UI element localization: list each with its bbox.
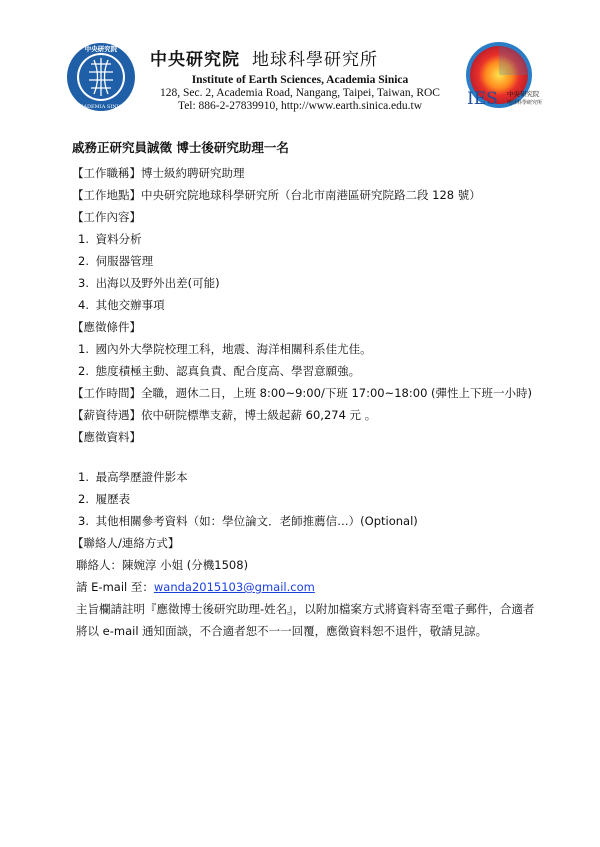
content-heading: 【工作內容】 xyxy=(72,210,141,224)
application-note: 主旨欄請註明『應徵博士後研究助理-姓名』，以附加檔案方式將資料寄至電子郵件，合適者將以 e-mail 通知面談，不合適者恕不一一回覆，應徵資料恕不退件，敬請見諒。 xyxy=(76,602,535,638)
list-item: 2. 履歷表 xyxy=(78,492,131,506)
location-value: 中央研究院地球科學研究所（台北市南港區研究院路二段 128 號） xyxy=(141,188,481,202)
list-item: 1. 資料分析 xyxy=(78,232,142,246)
page-title: 戚務正研究員誠徵 博士後研究助理一名 xyxy=(72,140,289,155)
list-item: 1. 國內外大學院校理工科，地震、海洋相關科系佳尤佳。 xyxy=(78,342,372,356)
email-prefix: 請 E-mail 至： xyxy=(76,580,154,594)
ies-text-line1: 中央研究院 xyxy=(507,90,540,98)
email-link[interactable]: wanda2015103@gmail.com xyxy=(153,580,315,594)
spacer xyxy=(72,448,552,466)
ies-text-line2: 地球科學研究所 xyxy=(507,100,543,106)
emblem-bottom-text: ACADEMIA SINICA xyxy=(75,104,127,110)
salary-row xyxy=(72,404,552,426)
hours-label: 【工作時間】 xyxy=(72,386,141,400)
position-label: 【工作職稱】 xyxy=(72,166,141,180)
list-item: 2. 態度積極主動、認真負責、配合度高、學習意願強。 xyxy=(78,364,361,378)
email-row xyxy=(72,576,552,598)
contact-heading: 【聯絡人/連絡方式】 xyxy=(72,536,180,550)
institute-info xyxy=(150,45,450,113)
hours-row xyxy=(72,382,552,404)
salary-value: 依中研院標準支薪，博士級起薪 60,274 元 。 xyxy=(141,408,377,422)
location-row xyxy=(72,184,552,206)
list-item: 4. 其他交辦事項 xyxy=(78,298,165,312)
institute-name-zh xyxy=(150,45,450,70)
ies-abbr: IES xyxy=(467,89,498,109)
requirements-heading: 【應徵條件】 xyxy=(72,320,141,334)
position-row xyxy=(72,162,552,184)
documents-heading: 【應徵資料】 xyxy=(72,430,141,444)
contact-person: 聯絡人：陳婉淳 小姐 (分機1508) xyxy=(76,558,249,572)
position-value: 博士級約聘研究助理 xyxy=(141,166,245,180)
emblem-top-text: 中央研究院 xyxy=(84,45,118,53)
ies-logo xyxy=(461,41,545,109)
salary-label: 【薪資待遇】 xyxy=(72,408,141,422)
list-item: 3. 其他相關參考資料（如：學位論文．老師推薦信…）(Optional) xyxy=(78,514,418,528)
academia-name: 中央研究院 xyxy=(150,50,240,70)
job-posting xyxy=(72,138,552,642)
institute-address: 128, Sec. 2, Academia Road, Nangang, Taipei, Taiwan, ROC xyxy=(160,87,440,99)
academia-sinica-emblem xyxy=(66,42,136,112)
institute-sub-name: 地球科學研究所 xyxy=(252,50,378,70)
list-item: 2. 伺服器管理 xyxy=(78,254,154,268)
hours-value: 全職，週休二日，上班 8:00~9:00/下班 17:00~18:00 (彈性上下班一小時) xyxy=(141,386,533,400)
letterhead xyxy=(0,0,600,120)
institute-contact: Tel: 886-2-27839910, http://www.earth.sinica.edu.tw xyxy=(177,100,423,112)
location-label: 【工作地點】 xyxy=(72,188,141,202)
list-item: 3. 出海以及野外出差(可能) xyxy=(78,276,220,290)
institute-name-en: Institute of Earth Sciences, Academia Sinica xyxy=(191,74,409,86)
list-item: 1. 最高學歷證件影本 xyxy=(78,470,188,484)
